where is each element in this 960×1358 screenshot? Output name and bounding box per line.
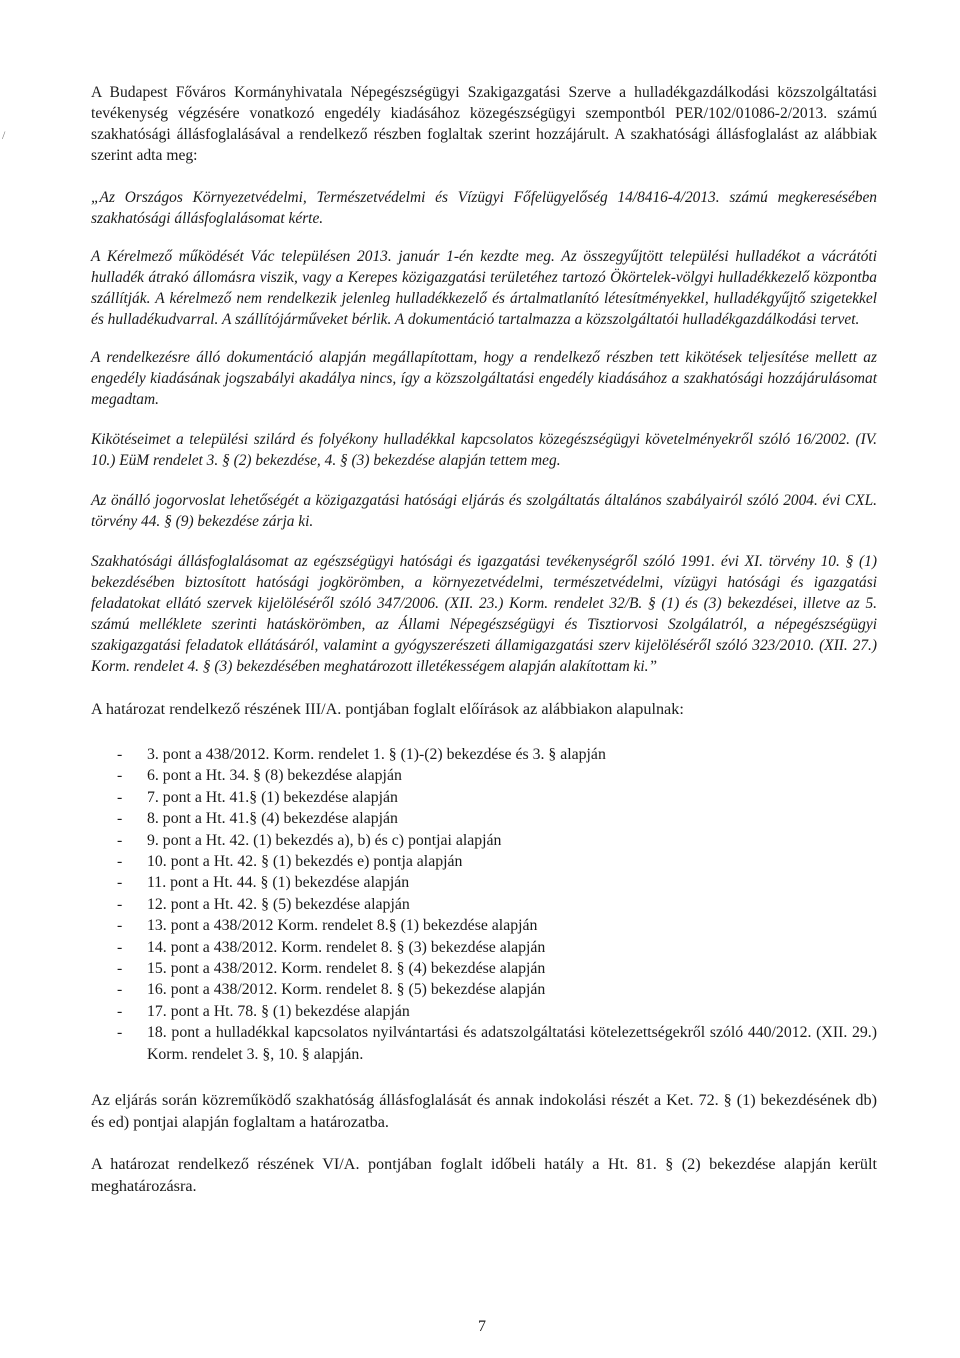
- quote-paragraph: A Kérelmező működését Vác településen 2013. január 1-én kezdte meg. Az összegyűjtött települési hulladékot a vácrátóti hulladék átrakó állomásra viszik, vagy a Kerepes közigazgatási területéhez tartozó Ökörtelek-völgyi hulladékkezelő központba szállítják. A kérelmező nem rendelkezik jelenleg hulladékkezelő és ártalmatlanító létesítményekkel, hulladékgyűjtő szigetekkel és hulladékudvarral. A szállítójárműveket bérlik. A dokumentáció tartalmazza a közszolgáltatói hulladékgazdálkodási tervet.: [91, 248, 877, 328]
- quote-paragraph: Az önálló jogorvoslat lehetőségét a közigazgatási hatósági eljárás és szolgáltatás általános szabályairól szóló 2004. évi CXL. törvény 44. § (9) bekezdése zárja ki.: [91, 492, 877, 530]
- closing-paragraph: A határozat rendelkező részének VI/A. pontjában foglalt időbeli hatály a Ht. 81. § (2) bekezdése alapján került meghatározásra.: [91, 1155, 877, 1196]
- list-item: - 10. pont a Ht. 42. § (1) bekezdés e) pontja alapján: [91, 851, 877, 872]
- quote-paragraph: Kikötéseimet a települési szilárd és folyékony hulladékkal kapcsolatos közegészségügyi követelményekről szóló 16/2002. (IV. 10.) EüM rendelet 3. § (2) bekezdése, 4. § (3) bekezdése alapján tettem meg.: [91, 431, 877, 469]
- quote-paragraph: A rendelkezésre álló dokumentáció alapján megállapítottam, hogy a rendelkező részben tett kikötések teljesítése mellett az engedély kiadásának jogszabályi akadálya nincs, így a közszolgáltatási engedély kiadásához a szakhatósági hozzájárulásomat megadtam.: [91, 349, 877, 408]
- page-body: [91, 82, 877, 1197]
- quote-paragraph: Szakhatósági állásfoglalásomat az egészségügyi hatósági és igazgatási tevékenységről szóló 1991. évi XI. törvény 10. § (1) bekezdésében biztosított hatósági jogkörömben, a környezetvédelmi, természetvédelmi, vízügyi hatósági és igazgatási feladatokat ellátó szervek kijelöléséről szóló 347/2006. (XII. 23.) Korm. rendelet 32/B. § (1) és (3) bekezdései, illetve az 5. számú melléklete szerinti hatáskörömben, az Állami Népegészségügyi és Tisztiorvosi Szolgálatról, a népegészségügyi szakigazgatási feladatok ellátásáról, valamint a gyógyszerészeti államigazgatási szerv kijelöléséről szóló 323/2010. (XII. 27.) Korm. rendelet 4. § (3) bekezdésében meghatározott illetékességem alapján alakítottam ki.”: [91, 553, 877, 675]
- intro-paragraph: A Budapest Főváros Kormányhivatala Népegészségügyi Szakigazgatási Szerve a hulladékgazdálkodási közszolgáltatási tevékenység végzésére vonatkozó engedély kiadásához közegészségügyi szempontból PER/102/01086-2/2013. számú szakhatósági állásfoglalásával a rendelkező részben foglaltak szerint hozzájárult. A szakhatósági állásfoglalást az alábbiak szerint adta meg:: [91, 84, 877, 164]
- list-item: - 15. pont a 438/2012. Korm. rendelet 8. § (4) bekezdése alapján: [91, 958, 877, 979]
- legal-basis-list: [91, 744, 877, 1065]
- scan-mark: /: [2, 128, 6, 142]
- page-number: 7: [478, 1318, 486, 1335]
- list-item: - 17. pont a Ht. 78. § (1) bekezdése alapján: [91, 1001, 877, 1022]
- basis-heading: A határozat rendelkező részének III/A. pontjában foglalt előírások az alábbiakon alapulnak:: [91, 700, 684, 718]
- quote-paragraph: „Az Országos Környezetvédelmi, Természetvédelmi és Vízügyi Főfelügyelőség 14/8416-4/2013. számú megkeresésében szakhatósági állásfoglalásomat kérte.: [91, 189, 877, 227]
- list-item: - 13. pont a 438/2012 Korm. rendelet 8.§ (1) bekezdése alapján: [91, 915, 877, 936]
- list-item: - 8. pont a Ht. 41.§ (4) bekezdése alapján: [91, 808, 877, 829]
- list-item: - 12. pont a Ht. 42. § (5) bekezdése alapján: [91, 894, 877, 915]
- list-item: - 6. pont a Ht. 34. § (8) bekezdése alapján: [91, 765, 877, 786]
- list-item: - 11. pont a Ht. 44. § (1) bekezdése alapján: [91, 872, 877, 893]
- closing-paragraph: Az eljárás során közreműködő szakhatóság állásfoglalását és annak indokolási részét a Ket. 72. § (1) bekezdésének db) és ed) pontjai alapján foglaltam a határozatba.: [91, 1091, 877, 1132]
- list-item: - 18. pont a hulladékkal kapcsolatos nyilvántartási és adatszolgáltatási kötelezettségekről szóló 440/2012. (XII. 29.) Korm. rendelet 3. §, 10. § alapján.: [91, 1022, 877, 1065]
- list-item: - 9. pont a Ht. 42. (1) bekezdés a), b) és c) pontjai alapján: [91, 830, 877, 851]
- list-item: - 3. pont a 438/2012. Korm. rendelet 1. § (1)-(2) bekezdése és 3. § alapján: [91, 744, 877, 765]
- list-item: - 16. pont a 438/2012. Korm. rendelet 8. § (5) bekezdése alapján: [91, 979, 877, 1000]
- list-item: - 14. pont a 438/2012. Korm. rendelet 8. § (3) bekezdése alapján: [91, 937, 877, 958]
- list-item: - 7. pont a Ht. 41.§ (1) bekezdése alapján: [91, 787, 877, 808]
